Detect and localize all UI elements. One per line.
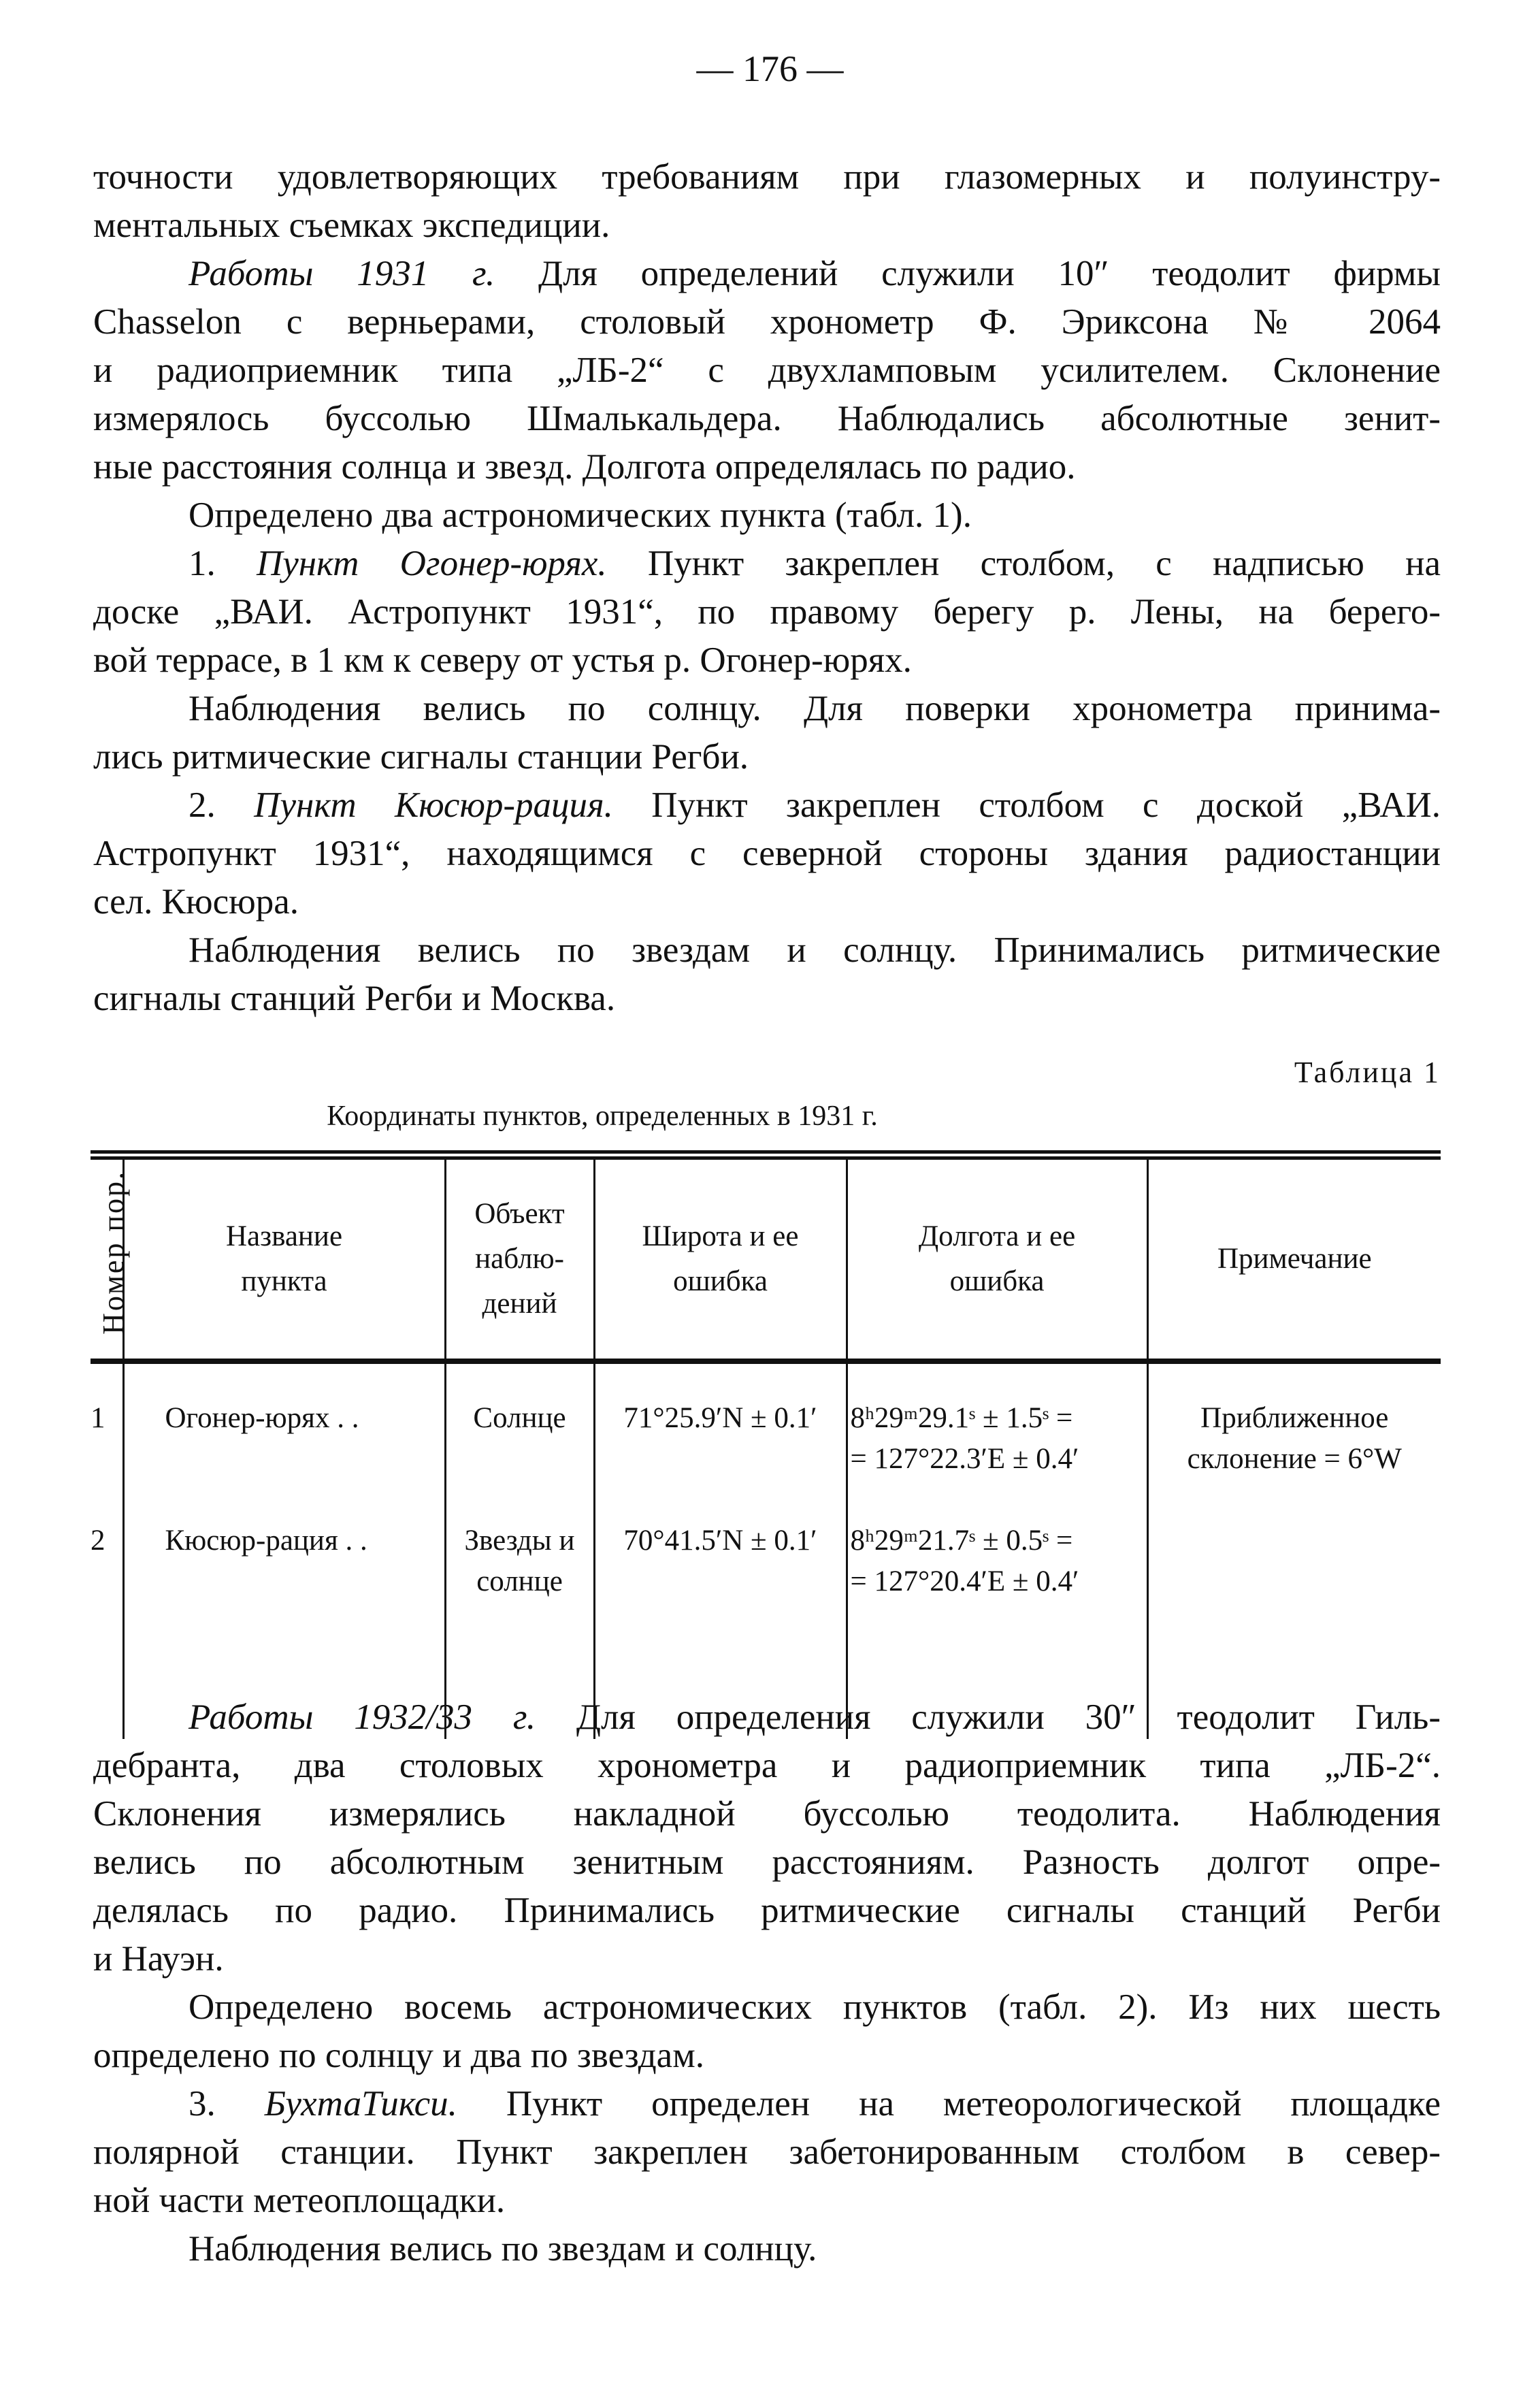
- note: Приближенное склонение = 6°W: [1187, 1402, 1402, 1475]
- row-number: 1: [91, 1402, 105, 1434]
- header-object: Объект наблю- дений: [445, 1155, 594, 1361]
- header-longitude: Долгота и ее ошибка: [847, 1155, 1147, 1361]
- text-line: [93, 2080, 1441, 2128]
- table-caption: Координаты пунктов, определенных в 1931 г.: [327, 1101, 878, 1132]
- point-name-cell: [123, 1361, 445, 1603]
- text-line: [93, 201, 1441, 250]
- longitude-degrees: = 127°20.4′E ± 0.4′: [850, 1565, 1079, 1597]
- text-line: [93, 926, 1441, 975]
- line-text: дебранта, два столовых хронометра и радиоприемник типа „ЛБ-2“.: [93, 1746, 1441, 1785]
- body-text-section-1: [93, 153, 1441, 1023]
- text-line: [93, 830, 1441, 878]
- italic-heading: Пункт Кюсюр-рация.: [254, 785, 613, 825]
- text-line: [93, 491, 1441, 540]
- italic-heading: Работы 1932/33 г.: [189, 1697, 536, 1737]
- text-line: [93, 1935, 1441, 1983]
- line-text: Пункт закреплен столбом, с надписью на: [606, 544, 1441, 583]
- line-text: лись ритмические сигналы станции Регби.: [93, 737, 749, 777]
- text-line: [93, 2032, 1441, 2080]
- item-number: 1.: [189, 544, 257, 583]
- body-text-section-2: [93, 1693, 1441, 2273]
- header-note: Примечание: [1147, 1155, 1441, 1361]
- longitude-time: 8ʰ29ᵐ21.7ˢ ± 0.5ˢ =: [850, 1525, 1073, 1557]
- header-latitude: Широта и ее ошибка: [594, 1155, 847, 1361]
- text-line: [93, 733, 1441, 781]
- text-line: [93, 588, 1441, 636]
- line-text: определено по солнцу и два по звездам.: [93, 2036, 704, 2075]
- row-number: 2: [91, 1525, 105, 1557]
- line-text: Определено два астрономических пункта (табл. 1).: [189, 495, 972, 535]
- line-text: Определено восемь астрономических пунктов (табл. 2). Из них шесть: [189, 1987, 1441, 2027]
- table-label: Таблица 1: [1294, 1056, 1441, 1089]
- text-line: [93, 250, 1441, 298]
- italic-heading: БухтаТикси.: [264, 2084, 457, 2124]
- text-line: [93, 540, 1441, 588]
- line-text: Chasselon с верньерами, столовый хронометр Ф. Эриксона № 2064: [93, 302, 1441, 342]
- line-text: Для определения служили 30″ теодолит Гиль-: [536, 1697, 1441, 1737]
- italic-heading: Работы 1931 г.: [189, 254, 495, 293]
- longitude-degrees: = 127°22.3′E ± 0.4′: [850, 1443, 1079, 1475]
- longitude: [851, 1398, 1146, 1520]
- text-line: [93, 298, 1441, 346]
- text-line: [93, 1983, 1441, 2032]
- text-line: [93, 781, 1441, 830]
- note: [1149, 1520, 1441, 1602]
- line-text: вой террасе, в 1 км к северу от устья р. Огонер-юрях.: [93, 640, 912, 680]
- line-text: и Науэн.: [93, 1939, 224, 1979]
- line-text: делялась по радио. Принимались ритмические сигналы станций Регби: [93, 1891, 1441, 1930]
- line-text: ной части метеоплощадки.: [93, 2181, 506, 2220]
- item-number: 2.: [189, 785, 255, 825]
- line-text: Склонения измерялись накладной буссолью теодолита. Наблюдения: [93, 1794, 1441, 1834]
- latitude: 70°41.5′N ± 0.1′: [623, 1525, 817, 1557]
- line-text: велись по абсолютным зенитным расстояниям. Разность долгот опре-: [93, 1842, 1441, 1882]
- line-text: Для определений служили 10″ теодолит фирмы: [495, 254, 1441, 293]
- observation-object: Звезды и солнце: [464, 1525, 575, 1597]
- line-text: и радиоприемник типа „ЛБ-2“ с двухламповым усилителем. Склонение: [93, 351, 1441, 390]
- point-name: Огонер-юрях . .: [165, 1402, 359, 1434]
- text-line: [93, 636, 1441, 685]
- note-cell: [1147, 1361, 1441, 1603]
- header-number-label: Номер пор.: [97, 1170, 130, 1335]
- text-line: [93, 2225, 1441, 2273]
- text-line: [93, 2177, 1441, 2225]
- longitude-time: 8ʰ29ᵐ29.1ˢ ± 1.5ˢ =: [850, 1402, 1073, 1434]
- line-text: Астропункт 1931“, находящимся с северной стороны здания радиостанции: [93, 834, 1441, 873]
- text-line: [93, 1790, 1441, 1838]
- observation-object-cell: [445, 1361, 594, 1603]
- line-text: полярной станции. Пункт закреплен забетонированным столбом в север-: [93, 2132, 1441, 2172]
- row-number-cell: [91, 1361, 123, 1603]
- line-text: Наблюдения велись по звездам и солнцу. Принимались ритмические: [189, 930, 1441, 970]
- line-text: Наблюдения велись по солнцу. Для поверки хронометра принима-: [189, 689, 1441, 728]
- item-number: 3.: [189, 2084, 265, 2124]
- longitude-cell: [847, 1361, 1147, 1603]
- coordinates-table: [91, 1150, 1441, 1739]
- header-number: [91, 1155, 130, 1361]
- line-text: сел. Кюсюра.: [93, 882, 299, 922]
- page-number: — 176 —: [696, 48, 844, 89]
- point-name: Кюсюр-рация . .: [165, 1525, 367, 1557]
- text-line: [93, 1742, 1441, 1790]
- table-row: [91, 1361, 1441, 1603]
- line-text: ментальных съемках экспедиции.: [93, 206, 610, 245]
- text-line: [93, 1887, 1441, 1935]
- line-text: точности удовлетворяющих требованиям при глазомерных и полуинстру-: [93, 157, 1441, 197]
- text-line: [93, 878, 1441, 926]
- line-text: Пункт закреплен столбом с доской „ВАИ.: [612, 785, 1441, 825]
- latitude: 71°25.9′N ± 0.1′: [623, 1402, 817, 1434]
- text-line: [93, 975, 1441, 1023]
- italic-heading: Пункт Огонер-юрях.: [256, 544, 607, 583]
- text-line: [93, 1693, 1441, 1742]
- line-text: доске „ВАИ. Астропункт 1931“, по правому берегу р. Лены, на берего-: [93, 592, 1441, 632]
- line-text: измерялось буссолью Шмалькальдера. Наблюдались абсолютные зенит-: [93, 399, 1441, 438]
- latitude-cell: [594, 1361, 847, 1603]
- text-line: [93, 685, 1441, 733]
- longitude: [851, 1520, 1146, 1602]
- text-line: [93, 395, 1441, 443]
- text-line: [93, 346, 1441, 395]
- observation-object: Солнце: [473, 1402, 566, 1434]
- line-text: ные расстояния солнца и звезд. Долгота определялась по радио.: [93, 447, 1076, 487]
- line-text: Наблюдения велись по звездам и солнцу.: [189, 2229, 817, 2268]
- text-line: [93, 1838, 1441, 1887]
- header-name: Название пункта: [123, 1155, 445, 1361]
- line-text: Пункт определен на метеорологической площадке: [457, 2084, 1441, 2124]
- text-line: [93, 443, 1441, 491]
- text-line: [93, 2128, 1441, 2177]
- text-line: [93, 153, 1441, 201]
- table-header-row: [91, 1155, 1441, 1361]
- line-text: сигналы станций Регби и Москва.: [93, 979, 616, 1018]
